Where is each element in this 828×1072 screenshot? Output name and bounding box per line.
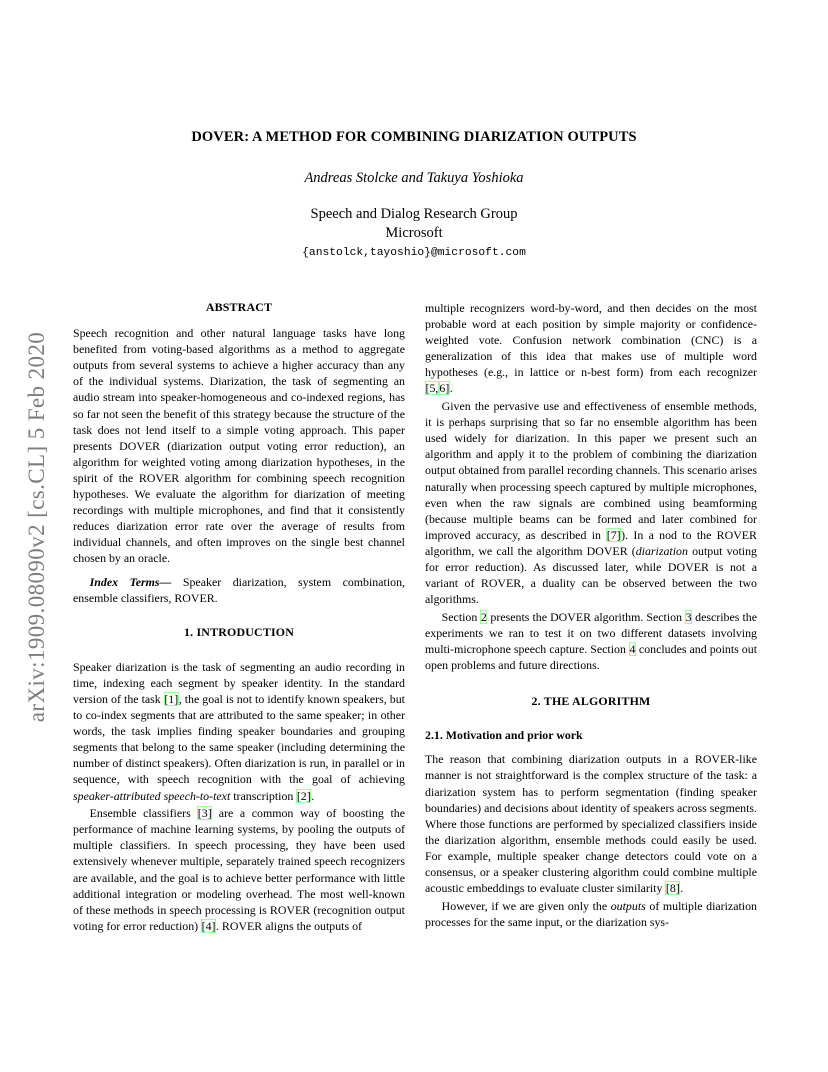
text-span: transcription: [230, 788, 297, 803]
paper-authors: Andreas Stolcke and Takuya Yoshioka: [304, 170, 524, 186]
text-span: .: [311, 788, 315, 803]
index-terms-text: Speaker diarization, system combination, ensemble classifiers, ROVER.: [73, 574, 405, 605]
text-span: multiple recognizers word-by-word, and then decides on the most probable word at each position by simple majority or confidence-weighted vote. Confusion network combination (CNC) is a generalization of this idea that makes use of multiple word hypotheses (e.g., in lattice or n-best form) from each recognizer: [425, 301, 757, 380]
text-span: .: [680, 881, 684, 896]
citation-link[interactable]: [1]: [164, 691, 179, 706]
motivation-subheading: 2.1. Motivation and prior work: [425, 728, 583, 743]
citation-link[interactable]: [7]: [606, 527, 621, 542]
intro-paragraph-1: [73, 659, 405, 804]
text-span: Ensemble classifiers: [89, 806, 198, 821]
text-span: . ROVER aligns the outputs of: [215, 918, 362, 933]
citation-link[interactable]: 6]: [439, 381, 450, 396]
author-email: {anstolck,tayoshio}@microsoft.com: [302, 247, 526, 259]
citation-link[interactable]: [8]: [665, 881, 680, 896]
index-terms-label: Index Terms—: [89, 574, 172, 589]
text-span: ). In a nod to the ROVER algorithm, we call the algorithm DOVER (: [425, 527, 757, 558]
abstract-heading: ABSTRACT: [205, 300, 273, 314]
section-link[interactable]: 2: [480, 609, 487, 624]
citation-link[interactable]: [3]: [197, 806, 212, 821]
index-terms: [73, 574, 405, 606]
emphasis: outputs: [610, 898, 646, 913]
text-span: describes the experiments we ran to test it on two different datasets involving multi-microphone speech capture. Section: [425, 609, 758, 656]
text-span: output voting for error reduction). As discussed later, while DOVER is not a variant of ROVER, a duality can be observed between the two algorithms.: [425, 543, 757, 607]
right-column: [425, 300, 757, 930]
text-span: Given the pervasive use and effectiveness of ensemble methods, it is perhaps surprising that so far no ensemble algorithm has been used widely for diarization. In this paper we present such an algorithm and apply it to the problem of combining the diarization output obtained from parallel recording channels. This scenario arises naturally when processing speech captured by multiple microphones, even when the raw signals are combined using beamforming (because multiple beams can be formed and later combined for improved accuracy, as described in: [425, 399, 757, 542]
text-span: , the goal is not to identify known speakers, but to co-index segments that are attributed to the same speaker; in other words, the task implies finding speaker boundaries and grouping segments that belong to the same speaker (including determining the number of distinct speakers). Often diarization is run, in parallel or in sequence, with speech recognition with the goal of achieving: [73, 691, 405, 787]
affiliation-group: Speech and Dialog Research Group: [310, 206, 518, 222]
text-span: are a common way of boosting the performance of machine learning systems, by pooling the outputs of multiple classifiers. In speech processing, they have been used extensively whenever multiple, separately trained speech recognizers are available, and the goal is to achieve better performance with little additional integration or modeling overhead. The most well-known of these methods in speech processing is ROVER (recognition output voting for error reduction): [73, 806, 405, 933]
text-span: presents the DOVER algorithm. Section: [487, 609, 686, 624]
intro-paragraph-5: [425, 609, 757, 673]
text-span: Section: [441, 609, 481, 624]
section-link[interactable]: 3: [685, 609, 692, 624]
emphasis: speaker-attributed speech-to-text: [73, 788, 231, 803]
citation-link[interactable]: [2]: [296, 788, 311, 803]
arxiv-identifier: arXiv:1909.08090v2 [cs.CL] 5 Feb 2020: [24, 331, 49, 723]
paper-title: DOVER: A METHOD FOR COMBINING DIARIZATION OUTPUTS: [191, 129, 637, 145]
text-span: However, if we are given only the: [441, 898, 611, 913]
text-span: The reason that combining diarization outputs in a ROVER-like manner is not straightforward is the complex structure of the task: a diarization system has to perform segmentation (finding speaker boundaries) and decisions about identity of speakers across segments. Where those functions are performed by specialized classifiers inside the diarization algorithm, ensemble methods could easily be used. For example, multiple speaker change detectors could vote on a consensus, or a speaker clustering algorithm could combine multiple acoustic embeddings to evaluate cluster similarity: [425, 752, 757, 896]
citation-link[interactable]: [5,: [425, 381, 439, 396]
text-span: .: [449, 381, 453, 396]
abstract-text: Speech recognition and other natural language tasks have long benefited from voting-based algorithms as a method to aggregate outputs from several systems to achieve a higher accuracy than any of the individual systems. Diarization, the task of segmenting an audio stream into speaker-homogeneous and co-indexed regions, has so far not seen the benefit of this strategy because the structure of the task does not lend itself to a simple voting approach. This paper presents DOVER (diarization output voting error reduction), an algorithm for weighted voting among diarization hypotheses, in the spirit of the ROVER algorithm for combining speech recognition hypotheses. We evaluate the algorithm for diarization of meeting recordings with multiple microphones, and find that it consistently reduces diarization error rate over the average of results from individual channels, and often improves on the single best channel chosen by an oracle.: [73, 326, 405, 566]
intro-paragraph-4: [425, 398, 757, 607]
intro-paragraph-2: [73, 805, 405, 934]
algorithm-paragraph-1: [425, 751, 757, 896]
text-span: concludes and points out open problems and future directions.: [425, 641, 757, 673]
intro-paragraph-3: [425, 300, 757, 397]
section-link[interactable]: 4: [629, 641, 636, 656]
affiliation-org: Microsoft: [385, 225, 443, 241]
left-column: [73, 299, 405, 934]
algorithm-paragraph-2: [425, 898, 757, 930]
citation-link[interactable]: [4]: [201, 918, 216, 933]
text-span: of multiple diarization processes for the same input, or the diarization sys-: [425, 898, 757, 929]
intro-heading: 1. INTRODUCTION: [183, 624, 295, 639]
text-span: Speaker diarization is the task of segmenting an audio recording in time, indexing each segment by speaker identity. In the standard version of the task: [73, 659, 405, 706]
emphasis: diarization: [635, 543, 688, 558]
algorithm-heading: 2. THE ALGORITHM: [531, 694, 651, 709]
